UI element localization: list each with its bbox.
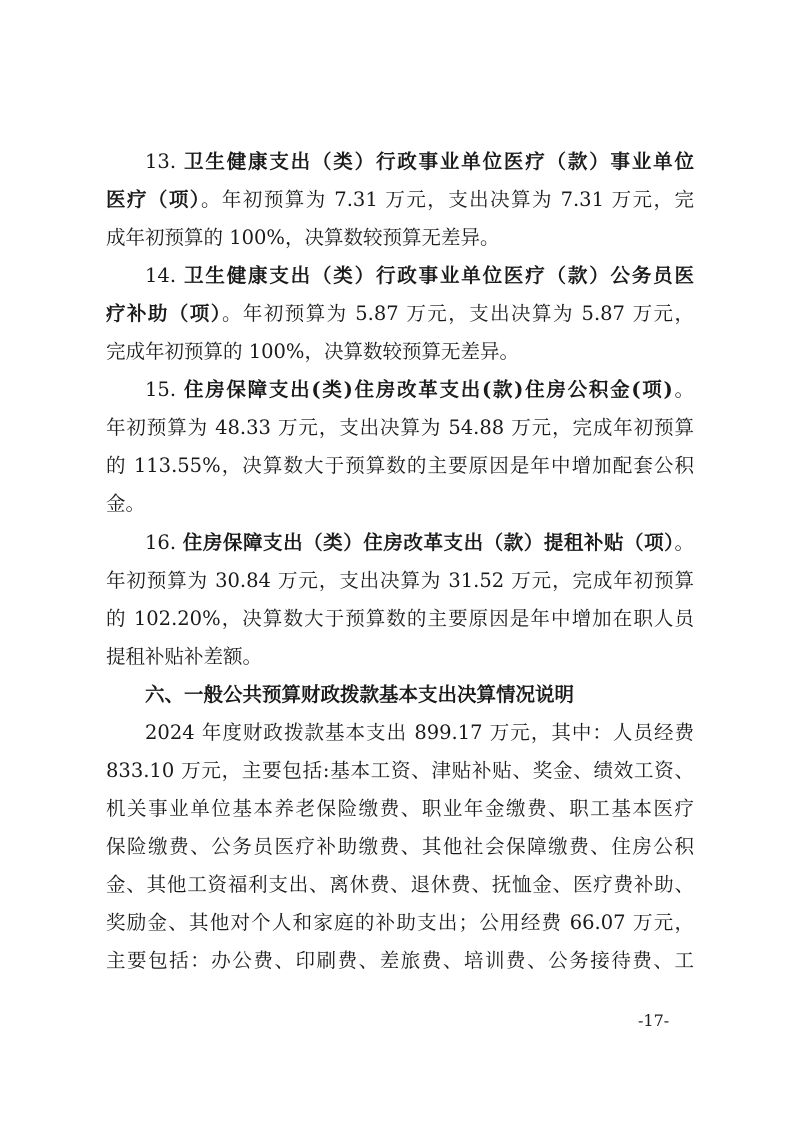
item-16-line-3 <box>106 607 694 633</box>
item-15-line-4 <box>106 492 694 518</box>
section-6-text-7: 主要包括：办公费、印刷费、差旅费、培训费、公务接待费、工 <box>106 949 694 972</box>
section-6-line-7 <box>106 949 694 975</box>
item-16-title: 住房保障支出（类）住房改革支出（款）提租补贴（项） <box>182 531 675 554</box>
item-14-title: 卫生健康支出（类）行政事业单位医疗（款）公务员医 <box>184 264 694 287</box>
item-14-line-1 <box>145 264 694 290</box>
item-13-line-3 <box>106 226 694 252</box>
item-16-line-4 <box>106 645 694 671</box>
item-13-line-2 <box>106 188 694 214</box>
item-13-text: 。年初预算为 7.31 万元，支出决算为 7.31 万元，完 <box>200 188 694 211</box>
item-14-text: 。年初预算为 5.87 万元，支出决算为 5.87 万元， <box>221 302 694 325</box>
item-14-line-2 <box>106 302 694 328</box>
item-16-text-end: 提租补贴补差额。 <box>106 645 263 668</box>
item-16-line-2 <box>106 569 694 595</box>
item-16-text-cont: 的 102.20%，决算数大于预算数的主要原因是年中增加在职人员 <box>106 607 694 630</box>
section-6-line-3 <box>106 797 694 823</box>
item-13-title-cont: 医疗（项） <box>106 188 201 211</box>
section-6-line-6 <box>106 911 694 937</box>
section-6-heading <box>145 683 694 709</box>
item-13-text-cont: 成年初预算的 100%，决算数较预算无差异。 <box>106 226 500 249</box>
section-6-text-3: 机关事业单位基本养老保险缴费、职业年金缴费、职工基本医疗 <box>106 797 694 820</box>
item-14-number: 14. <box>145 264 185 287</box>
item-16-line-1 <box>145 531 694 557</box>
item-13-title: 卫生健康支出（类）行政事业单位医疗（款）事业单位 <box>184 150 694 173</box>
item-15-line-3 <box>106 454 694 480</box>
item-14-title-cont: 疗补助（项） <box>106 302 222 325</box>
item-14-text-cont: 完成年初预算的 100%，决算数较预算无差异。 <box>106 340 519 363</box>
item-16-number: 16. <box>145 531 183 554</box>
section-6-text-5: 金、其他工资福利支出、离休费、退休费、抚恤金、医疗费补助、 <box>106 873 694 896</box>
item-15-line-2 <box>106 416 694 442</box>
section-6-text-6: 奖励金、其他对个人和家庭的补助支出；公用经费 66.07 万元， <box>106 911 694 934</box>
item-13-line-1 <box>145 150 694 176</box>
item-15-text: 年初预算为 48.33 万元，支出决算为 54.88 万元，完成年初预算 <box>106 416 694 439</box>
section-6-heading-text: 六、一般公共预算财政拨款基本支出决算情况说明 <box>145 683 575 706</box>
section-6-line-4 <box>106 835 694 861</box>
section-6-text-1: 2024 年度财政拨款基本支出 899.17 万元，其中：人员经费 <box>145 721 694 744</box>
item-15-number: 15. <box>145 378 184 401</box>
section-6-text-2: 833.10 万元，主要包括:基本工资、津贴补贴、奖金、绩效工资、 <box>106 759 694 782</box>
section-6-text-4: 保险缴费、公务员医疗补助缴费、其他社会保障缴费、住房公积 <box>106 835 694 858</box>
item-15-title: 住房保障支出(类)住房改革支出(款)住房公积金(项) <box>183 378 673 401</box>
item-15-text-end: 金。 <box>106 492 146 515</box>
section-6-line-5 <box>106 873 694 899</box>
item-15-line-1 <box>145 378 694 404</box>
section-6-line-2 <box>106 759 694 785</box>
item-16-text: 年初预算为 30.84 万元，支出决算为 31.52 万元，完成年初预算 <box>106 569 694 592</box>
item-15-text-cont: 的 113.55%，决算数大于预算数的主要原因是年中增加配套公积 <box>106 454 694 477</box>
page-number: -17- <box>638 1011 670 1030</box>
item-14-line-3 <box>106 340 694 366</box>
item-13-number: 13. <box>145 150 185 173</box>
item-16-punct: 。 <box>674 531 694 554</box>
item-15-punct: 。 <box>672 378 694 401</box>
section-6-line-1 <box>145 721 694 747</box>
